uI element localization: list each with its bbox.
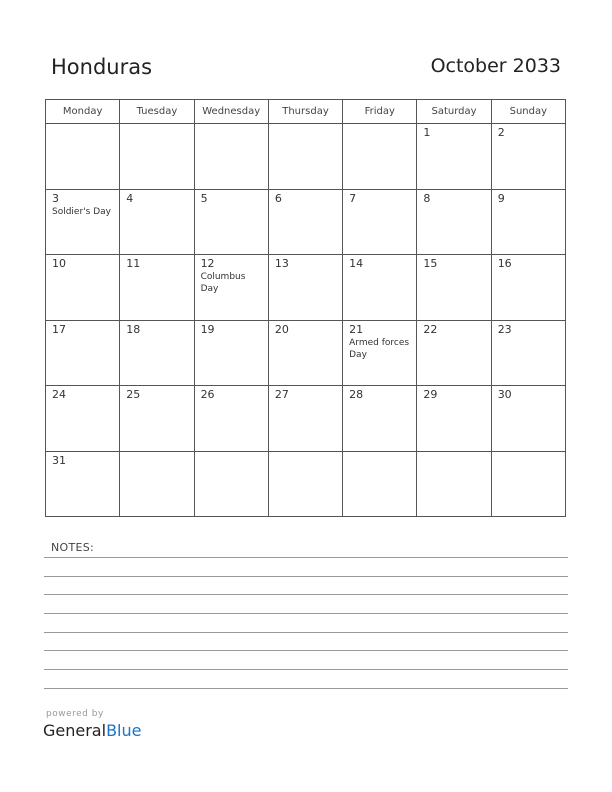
day-cell (268, 386, 342, 452)
notes-line (44, 613, 568, 614)
day-number: 24 (52, 388, 66, 401)
notes-line (44, 557, 568, 558)
day-number: 31 (52, 453, 66, 467)
weekday-tuesday: Tuesday (120, 100, 194, 124)
day-cell (491, 451, 565, 517)
weekday-header-row (46, 100, 566, 124)
day-cell (268, 255, 342, 321)
day-cell (491, 124, 565, 190)
day-cell (343, 451, 417, 517)
week-row (46, 320, 566, 386)
day-cell (417, 386, 491, 452)
notes-label: NOTES: (51, 541, 95, 554)
day-number: 26 (200, 388, 215, 401)
day-cell (194, 124, 268, 190)
day-cell (343, 386, 417, 452)
day-cell (343, 189, 417, 255)
brand-general: General (43, 721, 107, 740)
day-cell (194, 386, 268, 452)
day-cell (46, 255, 120, 321)
day-cell (343, 255, 417, 321)
day-number: 21 (349, 322, 364, 336)
day-number: 18 (126, 322, 141, 336)
day-cell (46, 451, 120, 517)
day-cell (268, 189, 342, 255)
notes-line (44, 632, 568, 633)
powered-by-text: powered by (46, 709, 104, 719)
weekday-wednesday: Wednesday (194, 100, 268, 124)
day-cell (491, 320, 565, 386)
day-number: 19 (200, 322, 215, 336)
day-number: 25 (126, 388, 141, 401)
weekday-sunday: Sunday (491, 100, 565, 124)
day-cell (120, 386, 194, 452)
weekday-friday: Friday (343, 100, 417, 124)
day-cell (417, 189, 491, 255)
brand-blue: Blue (106, 721, 142, 740)
day-cell (46, 189, 120, 255)
day-number: 27 (274, 388, 289, 401)
day-cell (491, 255, 565, 321)
day-cell (120, 320, 194, 386)
day-cell (417, 255, 491, 321)
day-cell (491, 189, 565, 255)
day-number: 14 (349, 257, 364, 270)
day-number: 4 (126, 191, 134, 205)
day-cell (194, 320, 268, 386)
week-row (46, 189, 566, 255)
brand-logo (43, 721, 141, 740)
day-cell (120, 451, 194, 517)
notes-line (44, 650, 568, 651)
day-number: 3 (52, 191, 59, 205)
day-cell (268, 124, 342, 190)
weekday-monday: Monday (46, 100, 120, 124)
day-cell (417, 451, 491, 517)
notes-line (44, 594, 568, 595)
week-row (46, 124, 566, 190)
day-number: 22 (423, 322, 438, 336)
day-cell (46, 124, 120, 190)
day-cell (46, 320, 120, 386)
day-cell (120, 255, 194, 321)
day-number: 20 (274, 322, 289, 336)
day-number: 11 (126, 257, 141, 270)
month-title: October 2033 (430, 55, 561, 77)
notes-line (44, 688, 568, 689)
day-number: 9 (497, 191, 505, 205)
day-number: 2 (497, 126, 505, 139)
day-number: 16 (497, 257, 512, 270)
day-number: 23 (497, 322, 512, 336)
day-cell (120, 189, 194, 255)
day-number: 10 (52, 257, 66, 270)
day-number: 6 (274, 191, 282, 205)
calendar-grid (45, 99, 566, 517)
day-number: 17 (52, 322, 66, 336)
day-cell (46, 386, 120, 452)
day-cell (268, 320, 342, 386)
day-number: 8 (423, 191, 431, 205)
day-number: 1 (423, 126, 431, 139)
day-cell (491, 386, 565, 452)
weekday-saturday: Saturday (417, 100, 491, 124)
day-cell (343, 320, 417, 386)
day-cell (194, 189, 268, 255)
day-cell (194, 451, 268, 517)
day-cell (417, 320, 491, 386)
week-row (46, 451, 566, 517)
day-number: 15 (423, 257, 438, 270)
day-cell (120, 124, 194, 190)
day-number: 28 (349, 388, 364, 401)
week-row (46, 255, 566, 321)
day-number: 12 (200, 257, 215, 270)
weekday-thursday: Thursday (268, 100, 342, 124)
notes-line (44, 576, 568, 577)
holiday-label: Armed forces Day (349, 337, 410, 360)
day-cell (194, 255, 268, 321)
day-number: 7 (349, 191, 357, 205)
day-cell (417, 124, 491, 190)
day-number: 13 (274, 257, 289, 270)
day-number: 30 (497, 388, 512, 401)
day-number: 29 (423, 388, 438, 401)
notes-line (44, 669, 568, 670)
country-title: Honduras (51, 55, 153, 79)
day-number: 5 (200, 191, 208, 205)
holiday-label: Soldier's Day (52, 206, 111, 217)
holiday-label: Columbus Day (200, 272, 246, 294)
week-row (46, 386, 566, 452)
day-cell (343, 124, 417, 190)
day-cell (268, 451, 342, 517)
